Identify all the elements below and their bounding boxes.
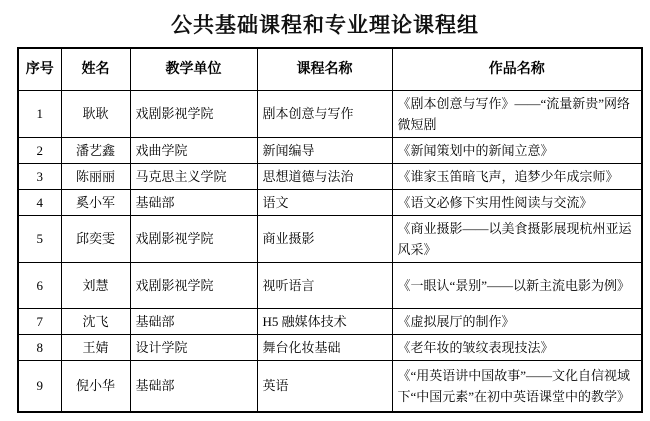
- cell-course: 视听语言: [257, 262, 392, 308]
- cell-unit: 马克思主义学院: [130, 163, 257, 189]
- cell-unit: 基础部: [130, 189, 257, 215]
- cell-work: 《新闻策划中的新闻立意》: [392, 137, 642, 163]
- cell-work: 《语文必修下实用性阅读与交流》: [392, 189, 642, 215]
- cell-work: 《谁家玉笛暗飞声，追梦少年成宗师》: [392, 163, 642, 189]
- header-course: 课程名称: [257, 48, 392, 90]
- cell-no: 5: [18, 215, 61, 262]
- cell-no: 9: [18, 360, 61, 412]
- cell-course: 剧本创意与写作: [257, 90, 392, 137]
- header-work: 作品名称: [392, 48, 642, 90]
- cell-name: 邱奕雯: [61, 215, 130, 262]
- cell-unit: 戏曲学院: [130, 137, 257, 163]
- cell-no: 4: [18, 189, 61, 215]
- cell-course: 思想道德与法治: [257, 163, 392, 189]
- header-unit: 教学单位: [130, 48, 257, 90]
- cell-name: 耿耿: [61, 90, 130, 137]
- course-table: [17, 47, 643, 413]
- cell-no: 3: [18, 163, 61, 189]
- cell-name: 刘慧: [61, 262, 130, 308]
- table-row: [18, 262, 642, 308]
- cell-unit: 基础部: [130, 360, 257, 412]
- table-row: [18, 90, 642, 137]
- cell-course: 新闻编导: [257, 137, 392, 163]
- cell-unit: 基础部: [130, 308, 257, 334]
- cell-work: 《一眼认“景别”——以新主流电影为例》: [392, 262, 642, 308]
- cell-name: 王婧: [61, 334, 130, 360]
- cell-no: 6: [18, 262, 61, 308]
- cell-name: 奚小军: [61, 189, 130, 215]
- table-row: [18, 334, 642, 360]
- cell-no: 2: [18, 137, 61, 163]
- cell-work: 《虚拟展厅的制作》: [392, 308, 642, 334]
- table-row: [18, 163, 642, 189]
- cell-no: 1: [18, 90, 61, 137]
- cell-work: 《“用英语讲中国故事”——文化自信视域下“中国元素”在初中英语课堂中的教学》: [392, 360, 642, 412]
- cell-unit: 戏剧影视学院: [130, 215, 257, 262]
- table-header-row: [18, 48, 642, 90]
- header-name: 姓名: [61, 48, 130, 90]
- cell-unit: 设计学院: [130, 334, 257, 360]
- cell-course: H5 融媒体技术: [257, 308, 392, 334]
- cell-course: 英语: [257, 360, 392, 412]
- cell-work: 《商业摄影——以美食摄影展现杭州亚运风采》: [392, 215, 642, 262]
- table-row: [18, 137, 642, 163]
- cell-name: 倪小华: [61, 360, 130, 412]
- cell-name: 潘艺鑫: [61, 137, 130, 163]
- cell-no: 8: [18, 334, 61, 360]
- cell-course: 舞台化妆基础: [257, 334, 392, 360]
- table-row: [18, 360, 642, 412]
- table-row: [18, 308, 642, 334]
- table-row: [18, 215, 642, 262]
- document-page: [0, 9, 650, 421]
- cell-unit: 戏剧影视学院: [130, 90, 257, 137]
- cell-no: 7: [18, 308, 61, 334]
- cell-work: 《剧本创意与写作》——“流量新贵”网络微短剧: [392, 90, 642, 137]
- table-row: [18, 189, 642, 215]
- cell-course: 语文: [257, 189, 392, 215]
- cell-course: 商业摄影: [257, 215, 392, 262]
- page-title: 公共基础课程和专业理论课程组: [171, 13, 479, 37]
- cell-work: 《老年妆的皱纹表现技法》: [392, 334, 642, 360]
- cell-name: 陈丽丽: [61, 163, 130, 189]
- cell-name: 沈飞: [61, 308, 130, 334]
- header-no: 序号: [18, 48, 61, 90]
- cell-unit: 戏剧影视学院: [130, 262, 257, 308]
